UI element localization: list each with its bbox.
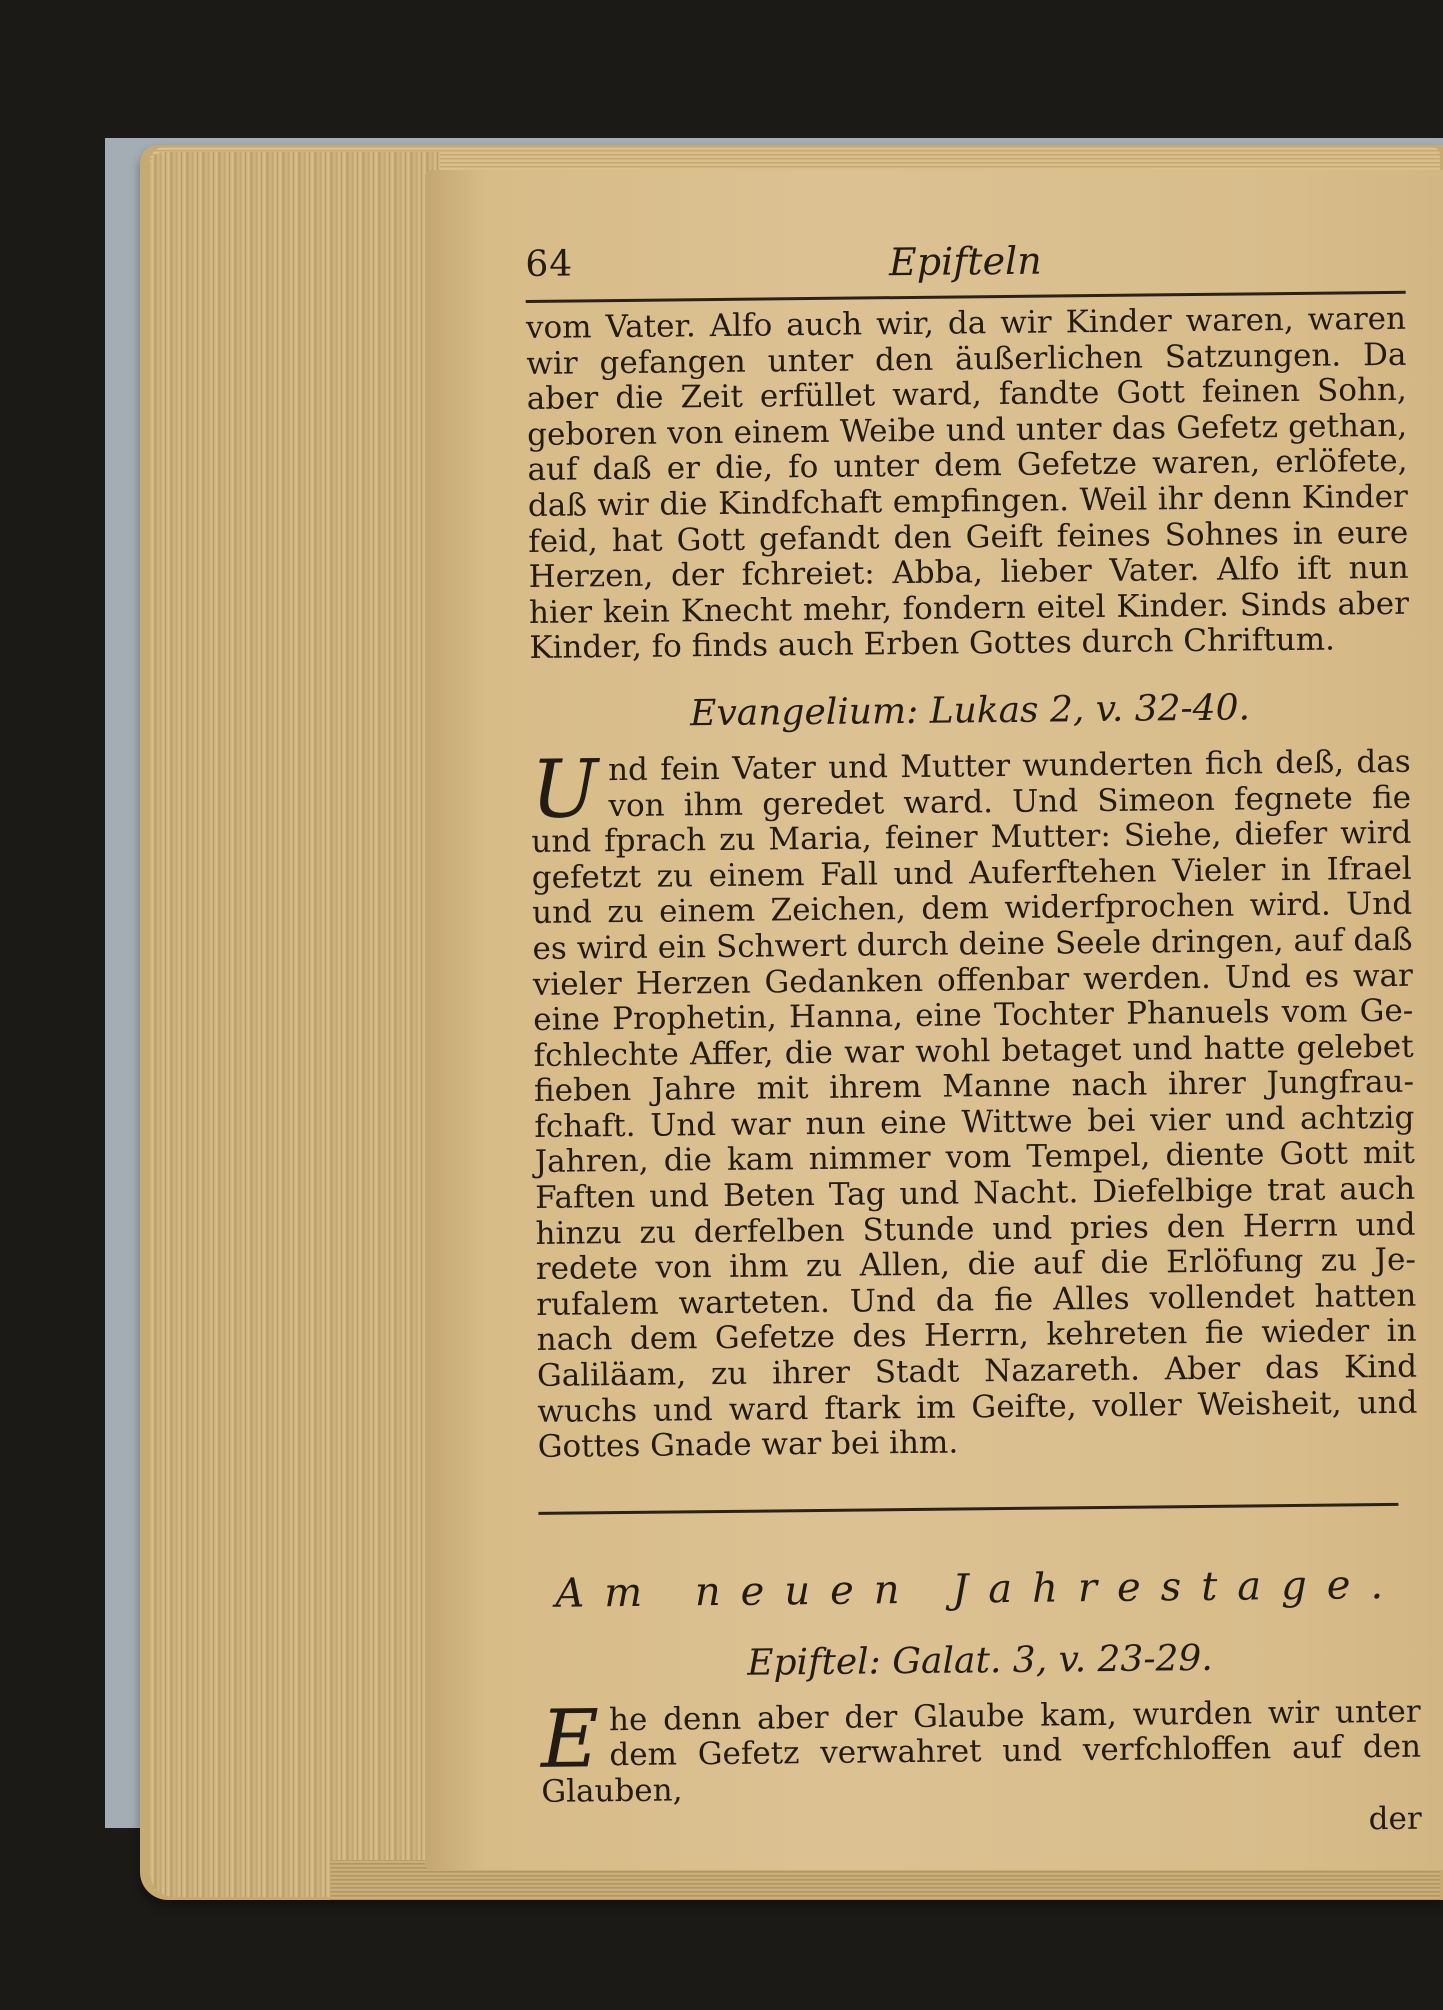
epistle-dropcap: E bbox=[540, 1692, 600, 1786]
running-head: Epifteln bbox=[888, 238, 1042, 285]
epistle-heading: Epiftel: Galat. 3, v. 23-29. bbox=[747, 1637, 1213, 1684]
section-rule bbox=[538, 1503, 1398, 1515]
page-content bbox=[525, 221, 1422, 1846]
gospel-text bbox=[530, 742, 1418, 1466]
day-heading: Am neuen Jahrestage. bbox=[555, 1561, 1404, 1617]
epistle-body: he denn aber der Glaube kam, wurden wir unter dem Gefetz verwahret und verfchloffen auf den Glauben, bbox=[541, 1693, 1422, 1810]
catchword: der bbox=[1368, 1800, 1422, 1837]
book-page bbox=[425, 170, 1443, 1870]
gospel-dropcap: U bbox=[530, 742, 599, 836]
epistle-continuation: vom Vater. Alfo auch wir, da wir Kinder waren, waren wir gefangen unter den äußerlichen Satzungen. Da aber die Zeit erfüllet ward, fandte Gott feinen Sohn, geboren von einem Weibe und unter das Gefetz gethan, auf daß er die, fo unter dem Gefetze waren, erlöfete, daß wir die Kindfchaft empfingen. Weil ihr denn Kinder feid, hat Gott gefandt den Geift feines Sohnes in eure Herzen, der fchreiet: Abba, lieber Vater. Alfo ift nun hier kein Knecht mehr, fondern eitel Kinder. Sinds aber Kinder, fo finds auch Erben Gottes durch Chriftum. bbox=[525, 300, 1410, 667]
epistle-text bbox=[540, 1692, 1422, 1811]
gospel-body: nd fein Vater und Mutter wunderten fich deß, das von ihm geredet ward. Und Simeon fegnete fie und fprach zu Maria, feiner Mutter: Siehe, diefer wird gefetzt zu einem Fall und Auferftehen Vieler in Ifrael und zu einem Zeichen, dem widerfprochen wird. Und es wird ein Schwert durch deine Seele dringen, auf daß vieler Herzen Gedanken offenbar werden. Und es war eine Prophetin, Hanna, eine Tochter Phanuels vom Gefchlechte Affer, die war wohl betaget und hatte gelebet fieben Jahre mit ihrem Manne nach ihrer Jungfraufchaft. Und war nun eine Wittwe bei vier und achtzig Jahren, die kam nimmer vom Tempel, diente Gott mit Faften und Beten Tag und Nacht. Diefelbige trat auch hinzu zu derfelben Stunde und pries den Herrn und redete von ihm zu Allen, die auf die Erlöfung zu Jerufalem warteten. Und da fie Alles vollendet hatten nach dem Gefetze des Herrn, kehreten fie wieder in Galiläam, zu ihrer Stadt Nazareth. Aber das Kind wuchs und ward ftark im Geifte, voller Weisheit, und Gottes Gnade war bei ihm. bbox=[531, 743, 1418, 1466]
page-number: 64 bbox=[525, 243, 574, 285]
gospel-heading: Evangelium: Lukas 2, v. 32-40. bbox=[689, 687, 1251, 735]
page-header bbox=[525, 221, 1406, 300]
page-edges-left bbox=[150, 152, 440, 1897]
